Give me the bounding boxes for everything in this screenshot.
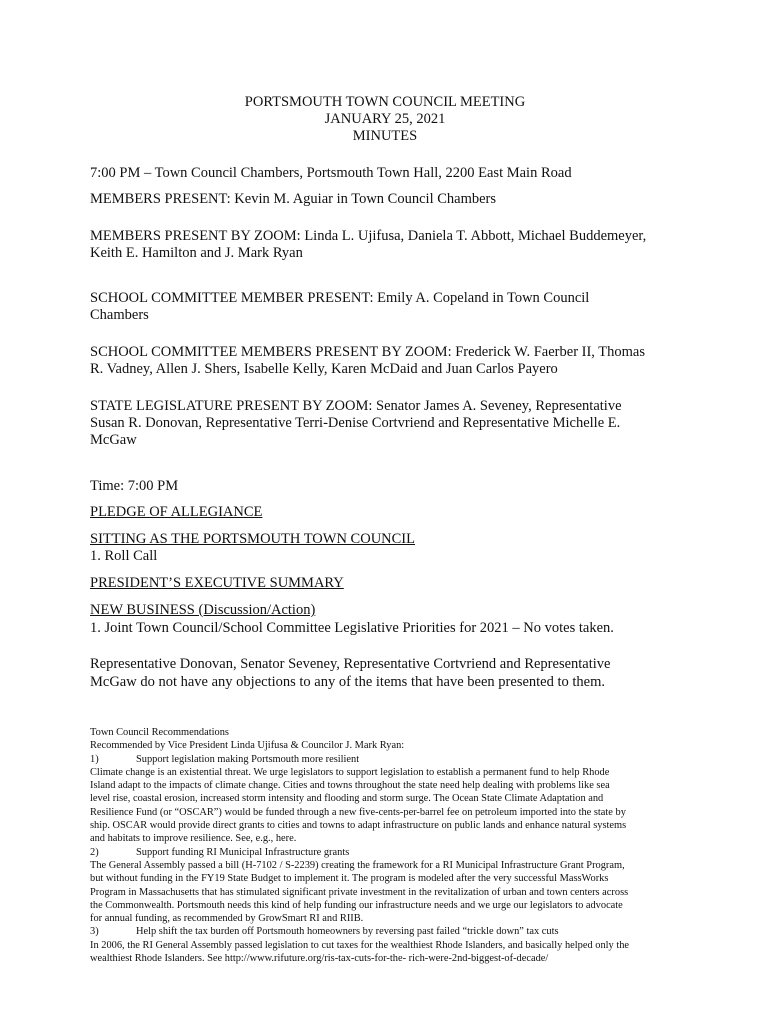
recommendations-block	[90, 726, 690, 965]
meeting-title: PORTSMOUTH TOWN COUNCIL MEETING	[244, 94, 526, 110]
minutes-heading: MINUTES	[352, 128, 418, 144]
meeting-date: JANUARY 25, 2021	[324, 111, 446, 127]
representatives-line-1: Representative Donovan, Senator Seveney, Representative Cortvriend and Representative	[90, 656, 611, 672]
recommendation-item-1-number: 1)	[90, 753, 99, 765]
pledge-heading: PLEDGE OF ALLEGIANCE	[90, 504, 263, 520]
members-zoom-line-1: MEMBERS PRESENT BY ZOOM: Linda L. Ujifusa, Daniela T. Abbott, Michael Buddemeyer,	[90, 228, 647, 244]
recommendation-item-3-number: 3)	[90, 926, 99, 938]
recommendations-by: Recommended by Vice President Linda Ujifusa & Councilor J. Mark Ryan:	[90, 740, 405, 752]
roll-call-item: 1. Roll Call	[90, 548, 158, 564]
recommendation-item-1-text-line: Climate change is an existential threat. We urge legislators to support legislation to establish a permanent fund to help Rhode	[90, 766, 610, 778]
state-legislature-line-3: McGaw	[90, 432, 137, 448]
representatives-line-2: McGaw do not have any objections to any of the items that have been presented to them.	[90, 674, 606, 690]
sitting-heading: SITTING AS THE PORTSMOUTH TOWN COUNCIL	[90, 531, 415, 547]
president-summary-heading: PRESIDENT’S EXECUTIVE SUMMARY	[90, 575, 344, 591]
new-business-heading: NEW BUSINESS (Discussion/Action)	[90, 602, 316, 618]
state-legislature-line-2: Susan R. Donovan, Representative Terri-Denise Cortvriend and Representative Michelle E.	[90, 415, 621, 431]
recommendation-item-3-text-line: wealthiest Rhode Islanders. See http://www.rifuture.org/ris-tax-cuts-for-the- rich-were-2nd-biggest-of-decade/	[90, 953, 549, 965]
recommendation-item-1-text-line: ship. OSCAR would provide direct grants to cities and towns to adapt infrastructure on public lands and enhance natural systems	[90, 820, 627, 832]
recommendation-item-1-title: Support legislation making Portsmouth more resilient	[136, 753, 360, 765]
recommendation-item-2-text-line: Program in Massachusetts that has stimulated significant private investment in the revitalization of urban and town centers across	[90, 886, 629, 898]
recommendation-item-1-text-line: level rise, coastal erosion, increased storm intensity and flooding and storm surge. The Ocean State Climate Adaptation and	[90, 793, 604, 805]
school-zoom-line-1: SCHOOL COMMITTEE MEMBERS PRESENT BY ZOOM: Frederick W. Faerber II, Thomas	[90, 344, 646, 360]
recommendation-item-2-text-line: for annual funding, as recommended by GrowSmart RI and RIIB.	[90, 913, 364, 925]
recommendation-item-3-title-row	[90, 925, 690, 938]
recommendation-item-1-title-row	[90, 753, 690, 766]
recommendation-item-2-title: Support funding RI Municipal Infrastructure grants	[136, 846, 350, 858]
recommendation-item-2-number: 2)	[90, 846, 99, 858]
recommendation-item-2-text-line: the Commonwealth. Portsmouth needs this kind of help funding our infrastructure needs and we urge our legislators to advocate	[90, 899, 623, 911]
recommendations-heading: Town Council Recommendations	[90, 727, 229, 738]
meeting-time: Time: 7:00 PM	[90, 478, 179, 494]
members-present: MEMBERS PRESENT: Kevin M. Aguiar in Town Council Chambers	[90, 191, 497, 207]
joint-priorities-item: 1. Joint Town Council/School Committee Legislative Priorities for 2021 – No votes taken.	[90, 620, 614, 636]
recommendation-item-2-text-line: The General Assembly passed a bill (H-7102 / S-2239) creating the framework for a RI Municipal Infrastructure Grant Program,	[90, 859, 625, 871]
members-zoom-line-2: Keith E. Hamilton and J. Mark Ryan	[90, 245, 303, 261]
recommendation-item-1-text-line: and habitats to improve resilience. See, e.g., here.	[90, 833, 297, 845]
school-present-line-1: SCHOOL COMMITTEE MEMBER PRESENT: Emily A. Copeland in Town Council	[90, 290, 590, 306]
recommendation-item-2-title-row	[90, 846, 690, 859]
school-present-line-2: Chambers	[90, 307, 149, 323]
recommendation-item-3-text-line: In 2006, the RI General Assembly passed legislation to cut taxes for the wealthiest Rhode Islanders, and basically helped only the	[90, 939, 630, 951]
school-zoom-line-2: R. Vadney, Allen J. Shers, Isabelle Kelly, Karen McDaid and Juan Carlos Payero	[90, 361, 558, 377]
state-legislature-line-1: STATE LEGISLATURE PRESENT BY ZOOM: Senator James A. Seveney, Representative	[90, 398, 622, 414]
recommendation-item-3-title: Help shift the tax burden off Portsmouth homeowners by reversing past failed “trickle down” tax cuts	[136, 926, 559, 938]
meeting-location: 7:00 PM – Town Council Chambers, Portsmouth Town Hall, 2200 East Main Road	[90, 165, 572, 181]
recommendation-item-1-text-line: Island adapt to the impacts of climate change. Cities and towns throughout the state need help dealing with problems like sea	[90, 780, 610, 792]
recommendation-item-2-text-line: but without funding in the FY19 State Budget to implement it. The program is modeled after the very successful MassWorks	[90, 873, 609, 885]
recommendation-item-1-text-line: Resilience Fund (or “OSCAR”) would be funded through a new five-cents-per-barrel fee on petroleum imported into the state by	[90, 806, 626, 818]
